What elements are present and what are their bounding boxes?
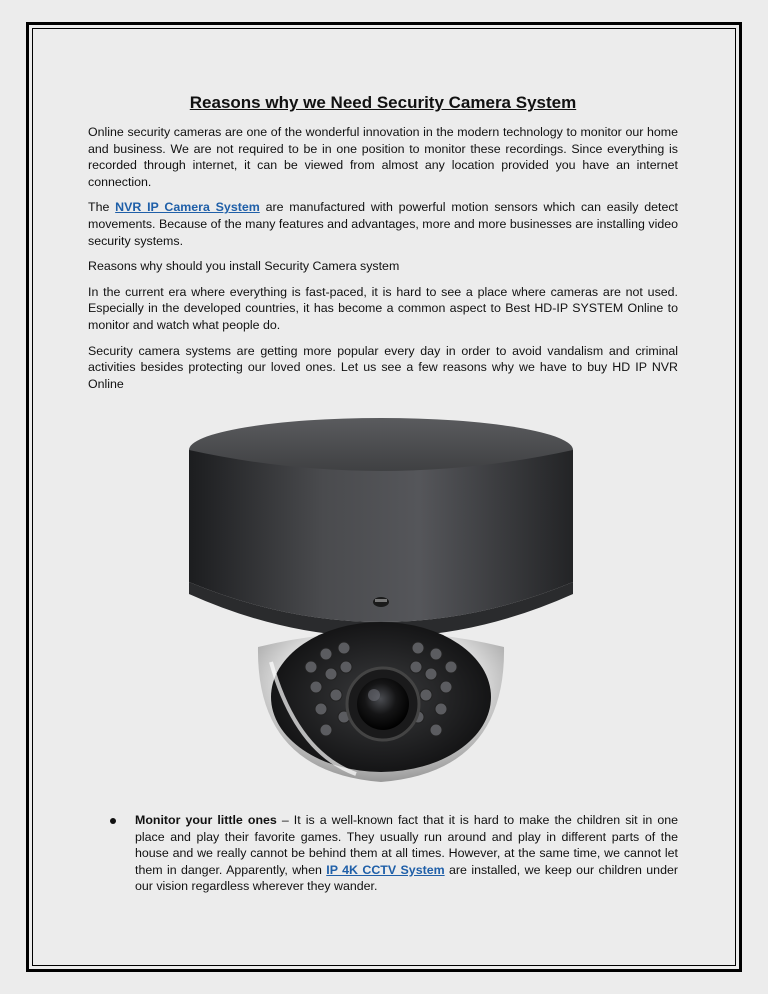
paragraph-popularity: Security camera systems are getting more popular every day in order to avoid vandalism and criminal activities besides protecting our loved ones. Let us see a few reasons why we have to buy HD IP NVR Online bbox=[88, 343, 678, 391]
paragraph-intro: Online security cameras are one of the wonderful innovation in the modern technology to monitor our home and business. We are not required to be in one position to monitor these recordings. Since everything is recorded through internet, it can be viewed from almost any location provided you have an internet connection. bbox=[88, 125, 678, 189]
bullet-text: – It is a well-known fact that it is hard to make the children sit in one place and play their favorite games. They usually run around and play in different parts of the house and we really cannot be behind them at all times. However, at the same time, we cannot let them in danger. Apparently, when bbox=[135, 813, 678, 877]
paragraph-nvr-suffix: are manufactured with powerful motion sensors which can easily detect movements. Because of the many features and advantages, more and more businesses are installing video security systems. bbox=[88, 200, 679, 248]
nvr-ip-camera-system-link[interactable]: NVR IP Camera System bbox=[115, 200, 260, 215]
bullet-heading: Monitor your little ones bbox=[135, 813, 277, 827]
bullet-suffix: are installed, we keep our children under our vision regardless wherever they wander. bbox=[135, 862, 678, 894]
paragraph-current-era: In the current era where everything is fast-paced, it is hard to see a place where cameras are not used. Especially in the developed countries, it has become a common aspect to Best HD-IP SYSTEM Online to monitor and watch what people do. bbox=[88, 284, 678, 332]
bullet-list bbox=[88, 812, 678, 895]
paragraph-nvr bbox=[88, 199, 678, 249]
dome-security-camera-image bbox=[176, 412, 586, 797]
bullet-dot-icon bbox=[110, 818, 116, 824]
paragraph-reasons-heading: Reasons why should you install Security Camera system bbox=[88, 259, 400, 274]
paragraph-nvr-prefix: The bbox=[88, 200, 116, 215]
ip-4k-cctv-system-link[interactable]: IP 4K CCTV System bbox=[326, 862, 445, 877]
list-item bbox=[88, 812, 678, 895]
document-body bbox=[88, 92, 678, 401]
document-title: Reasons why we Need Security Camera System bbox=[189, 93, 577, 112]
